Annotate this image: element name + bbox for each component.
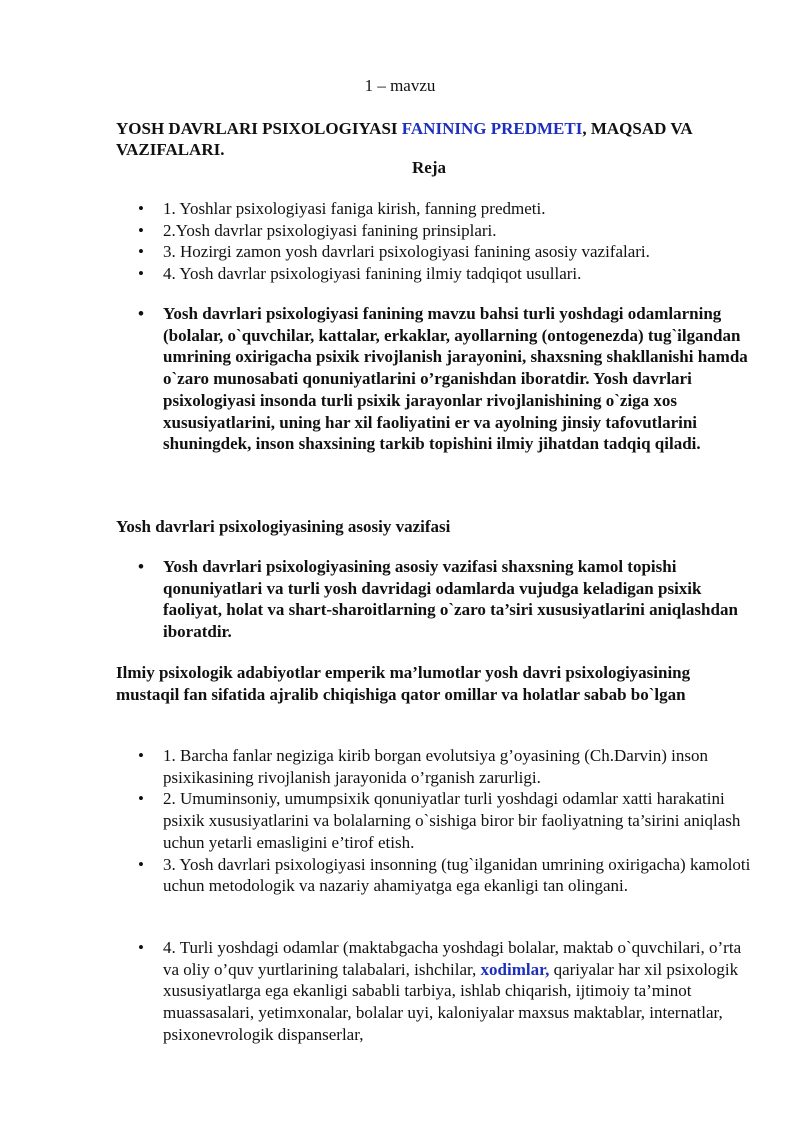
plan-item-text: 4. Yosh davrlar psixologiyasi fanining ilmiy tadqiqot usullari. — [163, 264, 582, 284]
tasks-list — [116, 556, 756, 643]
bullet-icon: • — [138, 199, 144, 218]
heading-part-1: YOSH DAVRLARI PSIXOLOGIYASI — [116, 119, 402, 138]
topic-number: 1 – mavzu — [364, 76, 436, 95]
factor-item — [116, 788, 756, 853]
bullet-icon: • — [138, 789, 144, 809]
plan-item — [116, 198, 756, 220]
factor-text: 1. Barcha fanlar negiziga kirib borgan evolutsiya g’oyasining (Ch.Darvin) inson psixikasining rivojlanish jarayonida o’rganish zarurligi. — [163, 746, 708, 787]
bullet-icon: • — [138, 557, 144, 576]
factor-item — [116, 745, 756, 788]
bullet-icon: • — [138, 938, 144, 957]
plan-item-text: 1. Yoshlar psixologiyasi faniga kirish, fanning predmeti. — [163, 199, 546, 218]
bullet-icon: • — [138, 264, 144, 284]
tasks-paragraph-item — [116, 556, 756, 643]
plan-item-text: 2.Yosh davrlar psixologiyasi fanining prinsiplari. — [163, 220, 497, 240]
plan-item — [116, 241, 756, 263]
bullet-icon: • — [138, 854, 144, 874]
plan-list — [116, 198, 756, 285]
subject-paragraph: Yosh davrlari psixologiyasi fanining mavzu bahsi turli yoshdagi odamlarning (bolalar, o`quvchilar, kattalar, erkaklar, ayollarning (ontogenezda) tug`ilgandan umrining oxirigacha psixik rivojlanish jarayonini, shaxsning shakllanishi hamda o`zaro munosabati qonuniyatlarini o’rganishdan iboratdir. Yosh davrlari psixologiyasi insonda turli psixik jarayonlar rivojlanishining o`ziga xos xususiyatlarini, uning har xil faoliyatini er va ayolning jinsiy tafovutlarini shuningdek, inson shaxsining tarkib topishini ilmiy jihatdan tadqiq qiladi. — [163, 304, 748, 454]
bullet-icon: • — [138, 304, 144, 323]
lecture-heading — [116, 118, 756, 160]
subject-list — [116, 303, 756, 455]
heading-highlight: FANINING PREDMETI — [401, 119, 583, 138]
tasks-paragraph: Yosh davrlari psixologiyasining asosiy vazifasi shaxsning kamol topishi qonuniyatlari va turli yosh davridagi odamlarda vujudga keladigan psixik faoliyat, holat va shart-sharoitlarning o`zaro ta’siri xususiyatlarini aniqlashdan iboratdir. — [163, 557, 738, 642]
bullet-icon: • — [138, 746, 144, 765]
factor-text: 2. Umuminsoniy, umumpsixik qonuniyatlar turli yoshdagi odamlar xatti harakatini psixik xususiyatlarini va bolalarning o`sishiga biror bir faoliyatning ta’sirini aniqlash uchun yetarli emasligini e’tirof etish. — [163, 789, 741, 852]
plan-item-text: 3. Hozirgi zamon yosh davrlari psixologiyasi fanining asosiy vazifalari. — [163, 242, 650, 262]
factor-4-list — [116, 937, 756, 1046]
plan-item — [116, 263, 756, 285]
factor-4-text-after: qariyalar har xil psixologik xususiyatlarga ega ekanligi sababli tarbiya, ishlab chiqarish, ijtimoiy ta’minot muassasalari, yetimxonalar, bolalar uyi, kaloniyalar maxsus maktablar, internatlar, psixonevrologik dispanserlar, — [163, 959, 739, 1044]
bullet-icon: • — [138, 242, 144, 262]
factors-list — [116, 745, 756, 897]
factor-item — [116, 854, 756, 897]
section-heading-tasks: Yosh davrlari psixologiyasining asosiy vazifasi — [116, 517, 451, 536]
factor-text: 3. Yosh davrlari psixologiyasi insonning (tug`ilganidan umrining oxirigacha) kamoloti uchun metodologik va nazariy ahamiyatga ega ekanligi tan olingani. — [163, 854, 751, 896]
plan-item — [116, 220, 756, 242]
bullet-icon: • — [138, 220, 144, 240]
factor-4-text-before: 4. Turli yoshdagi odamlar (maktabgacha yoshdagi bolalar, maktab o`quvchilari, o’rta va oliy o’quv yurtlarining talabalari, ishchilar, — [163, 938, 742, 979]
factor-4-highlight: xodimlar, — [480, 959, 550, 979]
section-heading-factors: Ilmiy psixologik adabiyotlar emperik ma’lumotlar yosh davri psixologiyasining mustaqil fan sifatida ajralib chiqishiga qator omillar va holatlar sabab bo`lgan — [116, 663, 691, 704]
factor-item — [116, 937, 756, 1046]
plan-label: Reja — [412, 158, 446, 177]
subject-paragraph-item — [116, 303, 756, 455]
heading-part-3: , MAQSAD VA VAZIFALARI. — [116, 119, 692, 159]
